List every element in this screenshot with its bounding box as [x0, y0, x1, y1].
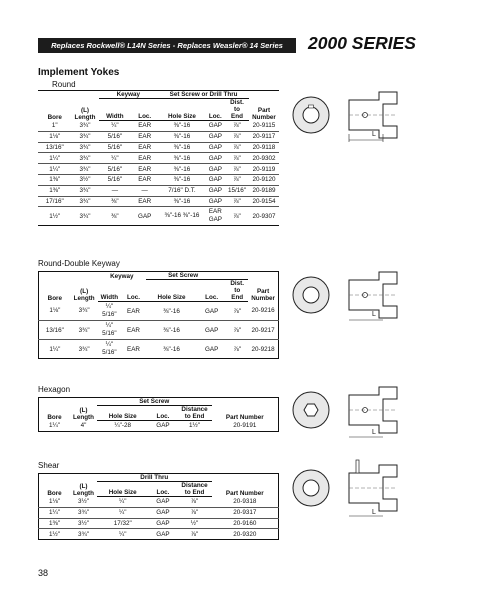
length-label: L	[372, 311, 376, 318]
table-cell: 13/16"	[38, 142, 72, 153]
table-cell: EAR	[131, 121, 158, 132]
table-cell: 20-9191	[212, 421, 279, 432]
table-cell: 20-9307	[249, 207, 279, 226]
col-hole-size: Hole Size	[97, 482, 148, 497]
table-cell: 3¾"	[71, 321, 98, 340]
col-loc2: Loc.	[206, 99, 225, 121]
col-bore: Bore	[47, 413, 62, 421]
table-cell: 3¾"	[72, 153, 99, 164]
col-loc2: Loc.	[197, 280, 226, 302]
table-cell: 17/32"	[97, 518, 148, 529]
table-cell: GAP	[148, 507, 177, 518]
table-cell: ⅜"-16 ⅜"-16	[158, 207, 206, 226]
table-cell: 4"	[70, 421, 97, 432]
col-group: Set Screw or Drill Thru	[158, 91, 249, 99]
col-dist: Dist. to End	[226, 280, 248, 302]
col-keyway: Keyway	[110, 272, 134, 280]
col-bore: Bore	[47, 294, 62, 302]
table-cell: 3¾"	[72, 196, 99, 207]
table-cell: 1¼"	[39, 421, 71, 432]
table-cell: 3¾"	[72, 131, 99, 142]
table-cell: 20-9154	[249, 196, 279, 207]
table-cell: ⅜"-16	[158, 153, 206, 164]
table-cell: ¼"	[99, 153, 132, 164]
table-cell: 1⅛"	[38, 131, 72, 142]
round-table	[38, 90, 279, 226]
table-cell: EAR	[131, 164, 158, 175]
col-hole-size: Hole Size	[146, 280, 197, 302]
table-cell: ⅞"	[225, 196, 249, 207]
table-cell: GAP	[148, 518, 177, 529]
table-cell: 20-9218	[248, 340, 278, 359]
table-cell: —	[99, 185, 132, 196]
table-cell: 20-9216	[248, 302, 278, 321]
table-cell: EAR	[131, 131, 158, 142]
col-length: (L) Length	[73, 482, 95, 497]
table-cell: 20-9117	[249, 131, 279, 142]
col-loc: Loc.	[148, 406, 177, 421]
shear-table	[38, 473, 279, 540]
double-subtitle: Round-Double Keyway	[38, 259, 120, 268]
table-cell: EAR	[131, 153, 158, 164]
hexagon-subtitle: Hexagon	[38, 385, 71, 394]
table-cell: GAP	[206, 164, 225, 175]
table-cell: EAR	[131, 174, 158, 185]
table-cell: ⅜"-16	[158, 142, 206, 153]
shear-pin	[356, 460, 359, 473]
col-width: Width	[98, 280, 121, 302]
table-cell: ¼"	[99, 121, 132, 132]
table-cell: GAP	[148, 529, 177, 540]
table-cell: ⅞"	[178, 507, 212, 518]
length-label: L	[372, 429, 376, 436]
table-cell: 20-9189	[249, 185, 279, 196]
table-cell: 3¾"	[71, 340, 98, 359]
table-cell: 1¼"	[39, 507, 71, 518]
table-cell: ⅞"	[225, 142, 249, 153]
table-cell: GAP	[206, 131, 225, 142]
table-cell: 20-9318	[212, 497, 279, 508]
hexagon-table	[38, 397, 279, 432]
table-cell: GAP	[206, 121, 225, 132]
col-group: Set Screw	[146, 272, 248, 280]
col-bore: Bore	[47, 489, 62, 497]
table-cell: ⅞"	[225, 131, 249, 142]
table-cell: GAP	[148, 421, 177, 432]
table-cell: ⅜"-16	[158, 131, 206, 142]
table-cell: EAR	[121, 340, 146, 359]
table-cell: ⅜"-16	[146, 302, 197, 321]
table-cell: 3¾"	[72, 164, 99, 175]
table-cell: 20-9119	[249, 164, 279, 175]
table-cell: ⅜"-16	[158, 164, 206, 175]
table-cell: 1⅜"	[38, 174, 72, 185]
table-cell: 1½"	[39, 529, 71, 540]
table-cell: 3¾"	[72, 142, 99, 153]
table-cell: 3½"	[70, 497, 97, 508]
table-cell: GAP	[206, 185, 225, 196]
table-cell: —	[131, 185, 158, 196]
table-cell: 5/16"	[99, 174, 132, 185]
table-cell: GAP	[131, 207, 158, 226]
col-length: (L) Length	[73, 406, 95, 421]
table-cell: 3¾"	[70, 507, 97, 518]
col-hole-size: Hole Size	[97, 406, 148, 421]
table-cell: 15/16"	[225, 185, 249, 196]
table-cell: EAR	[131, 196, 158, 207]
col-part: Part Number	[252, 106, 276, 121]
table-cell: 1⅛"	[39, 497, 71, 508]
table-cell: GAP	[197, 321, 226, 340]
col-loc: Loc.	[131, 99, 158, 121]
table-cell: 20-9115	[249, 121, 279, 132]
table-cell: 20-9302	[249, 153, 279, 164]
table-cell: 1¼"	[38, 164, 72, 175]
table-cell: GAP	[148, 497, 177, 508]
series-banner: Replaces Rockwell® L14N Series - Replaces Weasler® 14 Series	[38, 38, 296, 53]
table-cell: 3½"	[70, 518, 97, 529]
col-part: Part Number	[225, 489, 264, 497]
double-keyway-yoke-drawing	[287, 268, 417, 328]
yoke-bore	[303, 287, 319, 303]
table-cell: 5/16"	[99, 164, 132, 175]
hexagon-yoke-drawing	[287, 383, 417, 443]
table-cell: 1"	[38, 121, 72, 132]
table-cell: 20-9317	[212, 507, 279, 518]
col-dist: Distance to End	[178, 406, 212, 421]
table-cell: 3¾"	[72, 121, 99, 132]
table-cell: 7/16" D.T.	[158, 185, 206, 196]
shear-subtitle: Shear	[38, 461, 60, 470]
col-loc: Loc.	[148, 482, 177, 497]
page-title: Implement Yokes	[38, 67, 120, 78]
table-cell: 1½"	[178, 421, 212, 432]
table-cell: ⅞"	[226, 340, 248, 359]
table-cell: 1½"	[38, 207, 72, 226]
col-dist: Distance to End	[178, 482, 212, 497]
col-loc: Loc.	[121, 280, 146, 302]
table-cell: EAR GAP	[206, 207, 225, 226]
yoke-bore	[303, 107, 319, 123]
col-part: Part Number	[225, 413, 264, 421]
col-hole-size: Hole Size	[158, 99, 206, 121]
shear-yoke-drawing	[287, 458, 417, 524]
table-cell: 1¼"	[39, 340, 71, 359]
table-cell: ¼" 5/16"	[98, 321, 121, 340]
table-cell: GAP	[206, 153, 225, 164]
table-cell: ⅜"-16	[158, 174, 206, 185]
table-cell: 5/16"	[99, 142, 132, 153]
series-title: 2000 SERIES	[308, 33, 416, 53]
table-cell: ⅜"-16	[158, 121, 206, 132]
table-cell: 3½"	[72, 174, 99, 185]
table-cell: ¼" 5/16"	[98, 340, 121, 359]
table-cell: GAP	[197, 302, 226, 321]
table-cell: 3¾"	[72, 207, 99, 226]
table-cell: 1¼"	[38, 153, 72, 164]
table-cell: ⅞"	[178, 529, 212, 540]
table-cell: 20-9120	[249, 174, 279, 185]
table-cell: GAP	[197, 340, 226, 359]
col-bore: Bore	[47, 113, 62, 121]
table-cell: EAR	[121, 302, 146, 321]
round-subtitle: Round	[52, 80, 76, 89]
table-cell: EAR	[131, 142, 158, 153]
keyway-mark	[309, 105, 314, 108]
length-label: L	[372, 509, 376, 516]
table-cell: ¼"-28	[97, 421, 148, 432]
round-yoke-drawing	[287, 88, 417, 148]
col-group: Drill Thru	[97, 474, 212, 482]
table-cell: ⅞"	[225, 121, 249, 132]
table-cell: ⅜"	[99, 196, 132, 207]
page-number: 38	[38, 568, 49, 578]
table-cell: ¼"	[97, 507, 148, 518]
double-table	[38, 271, 279, 359]
table-cell: GAP	[206, 174, 225, 185]
col-length: (L) Length	[74, 106, 96, 121]
col-part: Part Number	[251, 287, 275, 302]
table-cell: 17/16"	[38, 196, 72, 207]
table-cell: 1⅜"	[39, 518, 71, 529]
table-cell: GAP	[206, 196, 225, 207]
table-cell: ⅞"	[225, 174, 249, 185]
length-label: L	[372, 131, 376, 138]
col-width: Width	[99, 99, 132, 121]
table-cell: 3¾"	[72, 185, 99, 196]
table-cell: 1⅜"	[38, 185, 72, 196]
table-cell: ⅞"	[225, 153, 249, 164]
col-group: Set Screw	[97, 398, 212, 406]
table-cell: 5/16"	[99, 131, 132, 142]
table-cell: 20-9160	[212, 518, 279, 529]
col-dist: Dist. to End	[225, 99, 249, 121]
table-cell: ⅞"	[226, 321, 248, 340]
table-cell: 3¾"	[70, 529, 97, 540]
table-cell: ¼"	[97, 497, 148, 508]
col-keyway: Keyway	[99, 91, 159, 99]
table-cell: ⅜"-16	[146, 340, 197, 359]
table-cell: GAP	[206, 142, 225, 153]
col-length: (L) Length	[73, 287, 95, 302]
yoke-bore	[303, 480, 319, 496]
table-cell: 20-9217	[248, 321, 278, 340]
table-cell: 1⅛"	[39, 302, 71, 321]
table-cell: ⅞"	[226, 302, 248, 321]
table-cell: ¼"	[97, 529, 148, 540]
table-cell: ⅜"	[99, 207, 132, 226]
table-cell: 20-9118	[249, 142, 279, 153]
table-cell: 13/16"	[39, 321, 71, 340]
hex-bore	[304, 404, 318, 416]
table-cell: ⅞"	[178, 497, 212, 508]
table-cell: ⅜"-16	[158, 196, 206, 207]
table-cell: ½"	[178, 518, 212, 529]
table-cell: EAR	[121, 321, 146, 340]
table-cell: 20-9320	[212, 529, 279, 540]
table-cell: ⅜"-16	[146, 321, 197, 340]
table-cell: ¼" 5/16"	[98, 302, 121, 321]
table-cell: 3¾"	[71, 302, 98, 321]
table-cell: ⅞"	[225, 207, 249, 226]
table-cell: ⅞"	[225, 164, 249, 175]
